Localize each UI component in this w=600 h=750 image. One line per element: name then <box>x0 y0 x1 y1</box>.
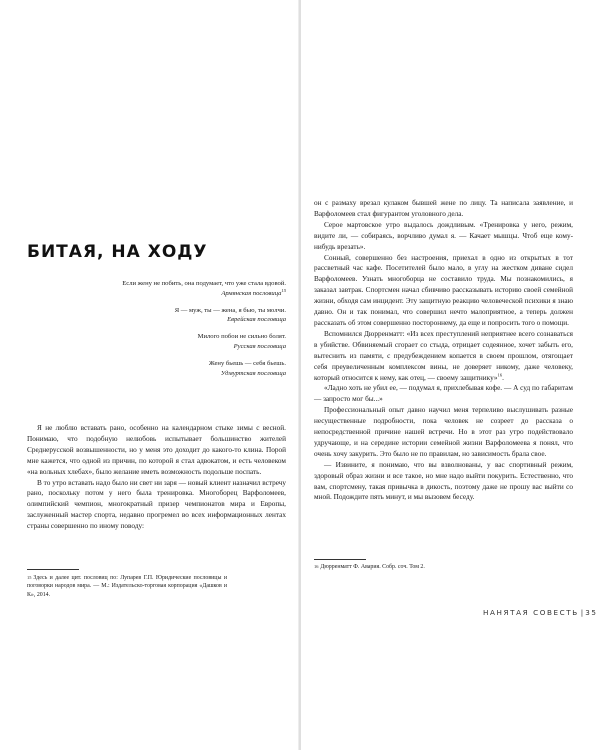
paragraph: Профессиональный опыт давно научил меня терпеливо выслушивать разные несущественные подробности, пока человек не созреет до рассказа о непосредственной причине нашей встречи. Но в этот раз утро подействовало удручающе, и на середине истории семейной жизни Варфоломеева я понял, что очень хочу закурить. Это было не по правилам, но зависимость брала свое. <box>314 406 573 458</box>
epigraph <box>66 306 286 326</box>
footnote-number: 16 <box>314 564 319 569</box>
paragraph: он с размаху врезал кулаком бывшей жене по лицу. Та написала заявление, и Варфоломеев стал фигурантом уголовного дела. <box>314 199 573 218</box>
paragraph: Серое мартовское утро выдалось дождливым. «Тренировка у него, режим, видите ли, — собираясь, ворчливо думал я. — Качает мышцы. Чтоб еще кому-нибудь врезать». <box>314 220 573 251</box>
paragraph: В то утро вставать надо было ни свет ни заря — новый клиент назначил встречу рано, поскольку потом у него была тренировка. Многоборец Варфоломеев, олимпийский чемпион, многократный призер чемпионатов мира и Европы, заслуженный мастер спорта, недавно прогремел во всех информационных лентах страны совершенно по иному поводу: <box>27 478 286 531</box>
paragraph-text: Вспомнился Дюрренматт: «Из всех преступлений неприятнее всего сознаваться в убийстве. Обвиняемый сгорает со стыда, отрицает содеянное, хочет забыть его, вытеснить из памяти, с предубеждением копается в своем прошлом, отягощает себя преувеличенным комплексом вины, не доверяет никому, даже человеку, который относится к нему, как отец, — своему защитнику» <box>314 329 573 382</box>
footnote-divider <box>27 569 79 570</box>
epigraph-text: Я — муж, ты — жена, я бью, ты молчи. <box>174 306 286 314</box>
running-footer-right <box>483 608 598 617</box>
epigraph-text: Жену бьешь — себя бьешь. <box>208 359 286 367</box>
paragraph-with-note <box>314 329 573 384</box>
footnote-number: 15 <box>27 575 32 580</box>
epigraph-block <box>66 279 286 385</box>
epigraph-source: Русская пословица <box>233 342 286 350</box>
footnote-ref-15[interactable]: 15 <box>281 287 286 293</box>
left-page <box>0 0 299 750</box>
epigraph-source: Еврейская пословица <box>227 316 286 324</box>
epigraph <box>66 279 286 299</box>
footnote-16 <box>314 563 514 571</box>
footnote-divider <box>314 559 366 560</box>
paragraph: — Извините, я понимаю, что вы взволнованы, у вас спортивный режим, здоровый образ жизни и все такое, но мне надо выйти покурить. Естественно, что вам, спортсмену, такая привычка в дикость, поэтому даже не прошу вас выйти со мной. Подождите пять минут, и мы вызовем беседу. <box>314 460 573 502</box>
footnote-ref-16[interactable]: 16 <box>497 372 503 378</box>
footnote-text: Здесь и далее цит. пословиц по: Лупарев Г.П. Юридические пословицы и поговорки народов мира. — М.: Издательско-торговая корпорация «Дашков и К», 2014. <box>27 575 227 598</box>
right-body-text <box>314 198 573 503</box>
footer-separator: | <box>580 608 584 617</box>
chapter-title: БИТАЯ, НА ХОДУ <box>27 242 208 262</box>
footer-book-title: НАНЯТАЯ СОВЕСТЬ <box>483 608 579 617</box>
epigraph <box>66 332 286 352</box>
epigraph-text: Если жену не побить, она подумает, что уже стала вдовой. <box>122 280 286 287</box>
epigraph-source <box>66 289 286 299</box>
epigraph-text: Милого побои не сильно болят. <box>197 333 286 341</box>
paragraph: Я не люблю вставать рано, особенно на календарном стыке зимы с весной. Понимаю, что подобную нелюбовь испытывает большинство жителей Среднерусской возвышенности, но у меня это доходит до какого-то клина. Порой мне кажется, что одной из причин, по которой я стал адвокатом, и есть человеком «на вольных хлебах», было желание иметь возможность подольше поспать. <box>27 424 286 476</box>
footnote-15 <box>27 574 227 599</box>
epigraph-source: Удмуртская пословица <box>220 369 286 377</box>
left-body-text <box>27 423 286 532</box>
epigraph-source-text: Армянская пословица <box>221 289 282 297</box>
paragraph: «Ладно хоть не убил ее, — подумал я, прихлебывая кофе. — А суд по габаритам — запросто мог бы...» <box>314 384 573 404</box>
paragraph-tail: . <box>502 373 504 382</box>
epigraph <box>66 359 286 379</box>
footnote-text: Дюрренматт Ф. Авария. Собр. соч. Том 2. <box>320 564 425 570</box>
paragraph: Сонный, совершенно без настроения, приехал в одно из открытых в тот рассветный час кафе. Посетителей было мало, в углу на жестком диване сидел Варфоломеев. Узнать многоборца не составило труда. Мы познакомились, я заказал завтрак. Спортсмен начал сбивчиво рассказывать историю своей семейной жизни, обходя сам инцидент. Эту защитную реакцию человеческой психики я знаю давно. Он и так понимал, что совершил нечто малоприятное, а теперь должен рассказать об этом совершенно постороннему, да еще и попросить того о помощи. <box>314 253 573 327</box>
page-number: 35 <box>585 608 598 617</box>
